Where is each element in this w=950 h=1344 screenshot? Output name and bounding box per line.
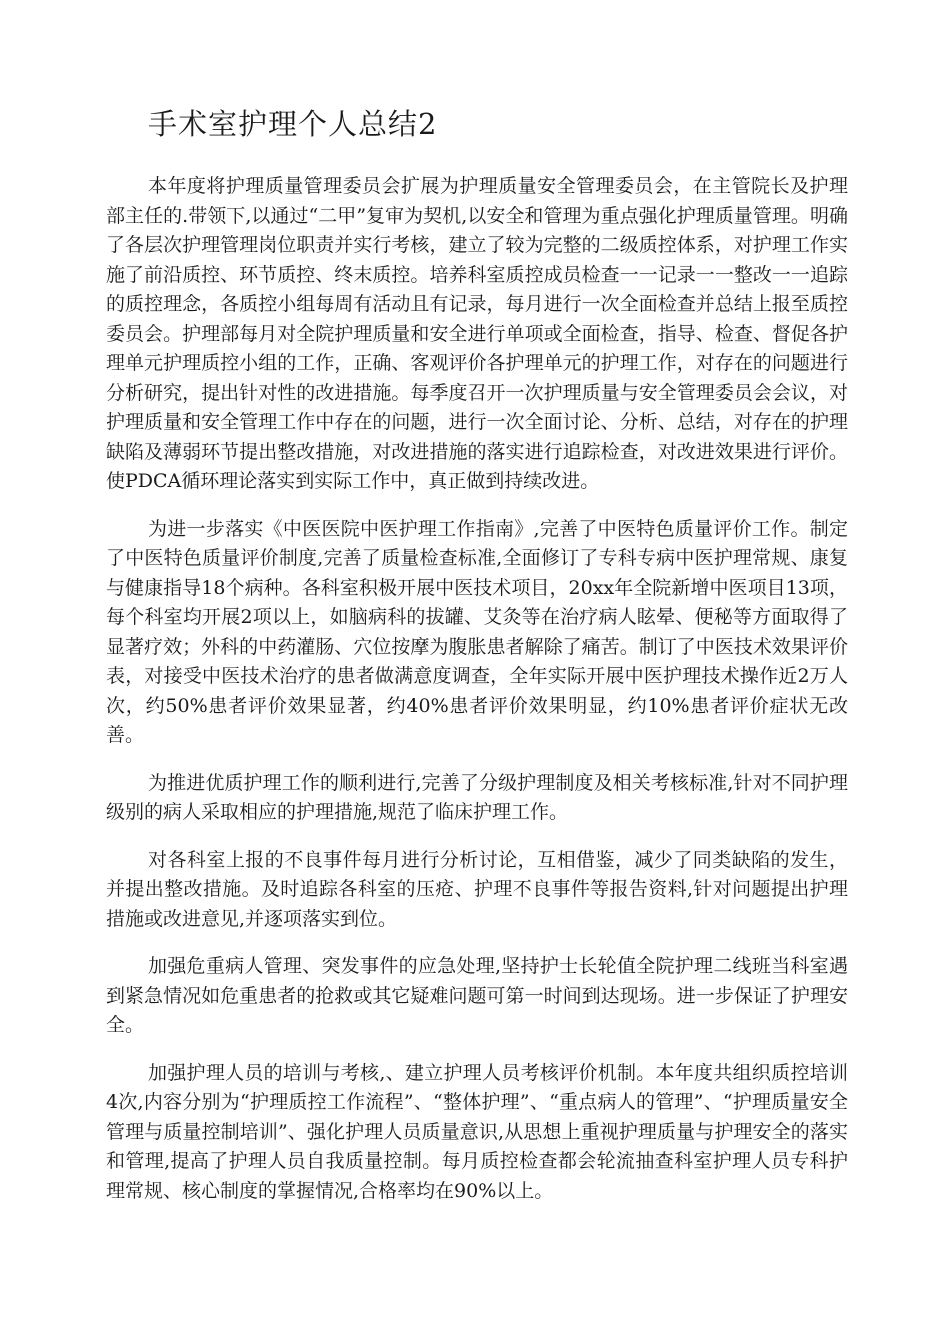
paragraph-training: 加强护理人员的培训与考核,、建立护理人员考核评价机制。本年度共组织质控培训4次,内容分别为“护理质控工作流程”、“整体护理”、“重点病人的管理”、“护理质量安全管理与质量控制培训”、强化护理人员质量意识,从思想上重视护理质量与护理安全的落实和管理,提高了护理人员自我质量控制。每月质控检查都会轮流抽查科室护理人员专科护理常规、核心制度的掌握情况,合格率均在90%以上。	[106, 1061, 848, 1202]
document-body	[106, 172, 848, 1224]
paragraph-quality-management: 本年度将护理质量管理委员会扩展为护理质量安全管理委员会，在主管院长及护理部主任的.带领下,以通过“二甲”复审为契机,以安全和管理为重点强化护理质量管理。明确了各层次护理管理岗位职责并实行考核，建立了较为完整的二级质控体系，对护理工作实施了前沿质控、环节质控、终末质控。培养科室质控成员检查一一记录一一整改一一追踪的质控理念，各质控小组每周有活动且有记录，每月进行一次全面检查并总结上报至质控委员会。护理部每月对全院护理质量和安全进行单项或全面检查，指导、检查、督促各护理单元护理质控小组的工作，正确、客观评价各护理单元的护理工作，对存在的问题进行分析研究，提出针对性的改进措施。每季度召开一次护理质量与安全管理委员会会议，对护理质量和安全管理工作中存在的问题，进行一次全面讨论、分析、总结，对存在的护理缺陷及薄弱环节提出整改措施，对改进措施的落实进行追踪检查，对改进效果进行评价。使PDCA循环理论落实到实际工作中，真正做到持续改进。	[106, 175, 848, 492]
paragraph-critical-patients: 加强危重病人管理、突发事件的应急处理,坚持护士长轮值全院护理二线班当科室遇到紧急情况如危重患者的抢救或其它疑难问题可第一时间到达现场。进一步保证了护理安全。	[106, 955, 848, 1036]
document-title: 手术室护理个人总结2	[148, 107, 438, 141]
paragraph-quality-care: 为推进优质护理工作的顺利进行,完善了分级护理制度及相关考核标准,针对不同护理级别的病人采取相应的护理措施,规范了临床护理工作。	[106, 771, 848, 823]
paragraph-tcm-nursing: 为进一步落实《中医医院中医护理工作指南》,完善了中医特色质量评价工作。制定了中医特色质量评价制度,完善了质量检查标准,全面修订了专科专病中医护理常规、康复与健康指导18个病种。各科室积极开展中医技术项目，20xx年全院新增中医项目13项，每个科室均开展2项以上，如脑病科的拔罐、艾灸等在治疗病人眩晕、便秘等方面取得了显著疗效；外科的中药灌肠、穴位按摩为腹胀患者解除了痛苦。制订了中医技术效果评价表，对接受中医技术治疗的患者做满意度调查，全年实际开展中医护理技术操作近2万人次，约50%患者评价效果显著，约40%患者评价效果明显，约10%患者评价症状无改善。	[106, 517, 848, 746]
paragraph-adverse-events: 对各科室上报的不良事件每月进行分析讨论，互相借鉴，减少了同类缺陷的发生，并提出整改措施。及时追踪各科室的压疮、护理不良事件等报告资料,针对问题提出护理措施或改进意见,并逐项落实到位。	[106, 848, 848, 930]
